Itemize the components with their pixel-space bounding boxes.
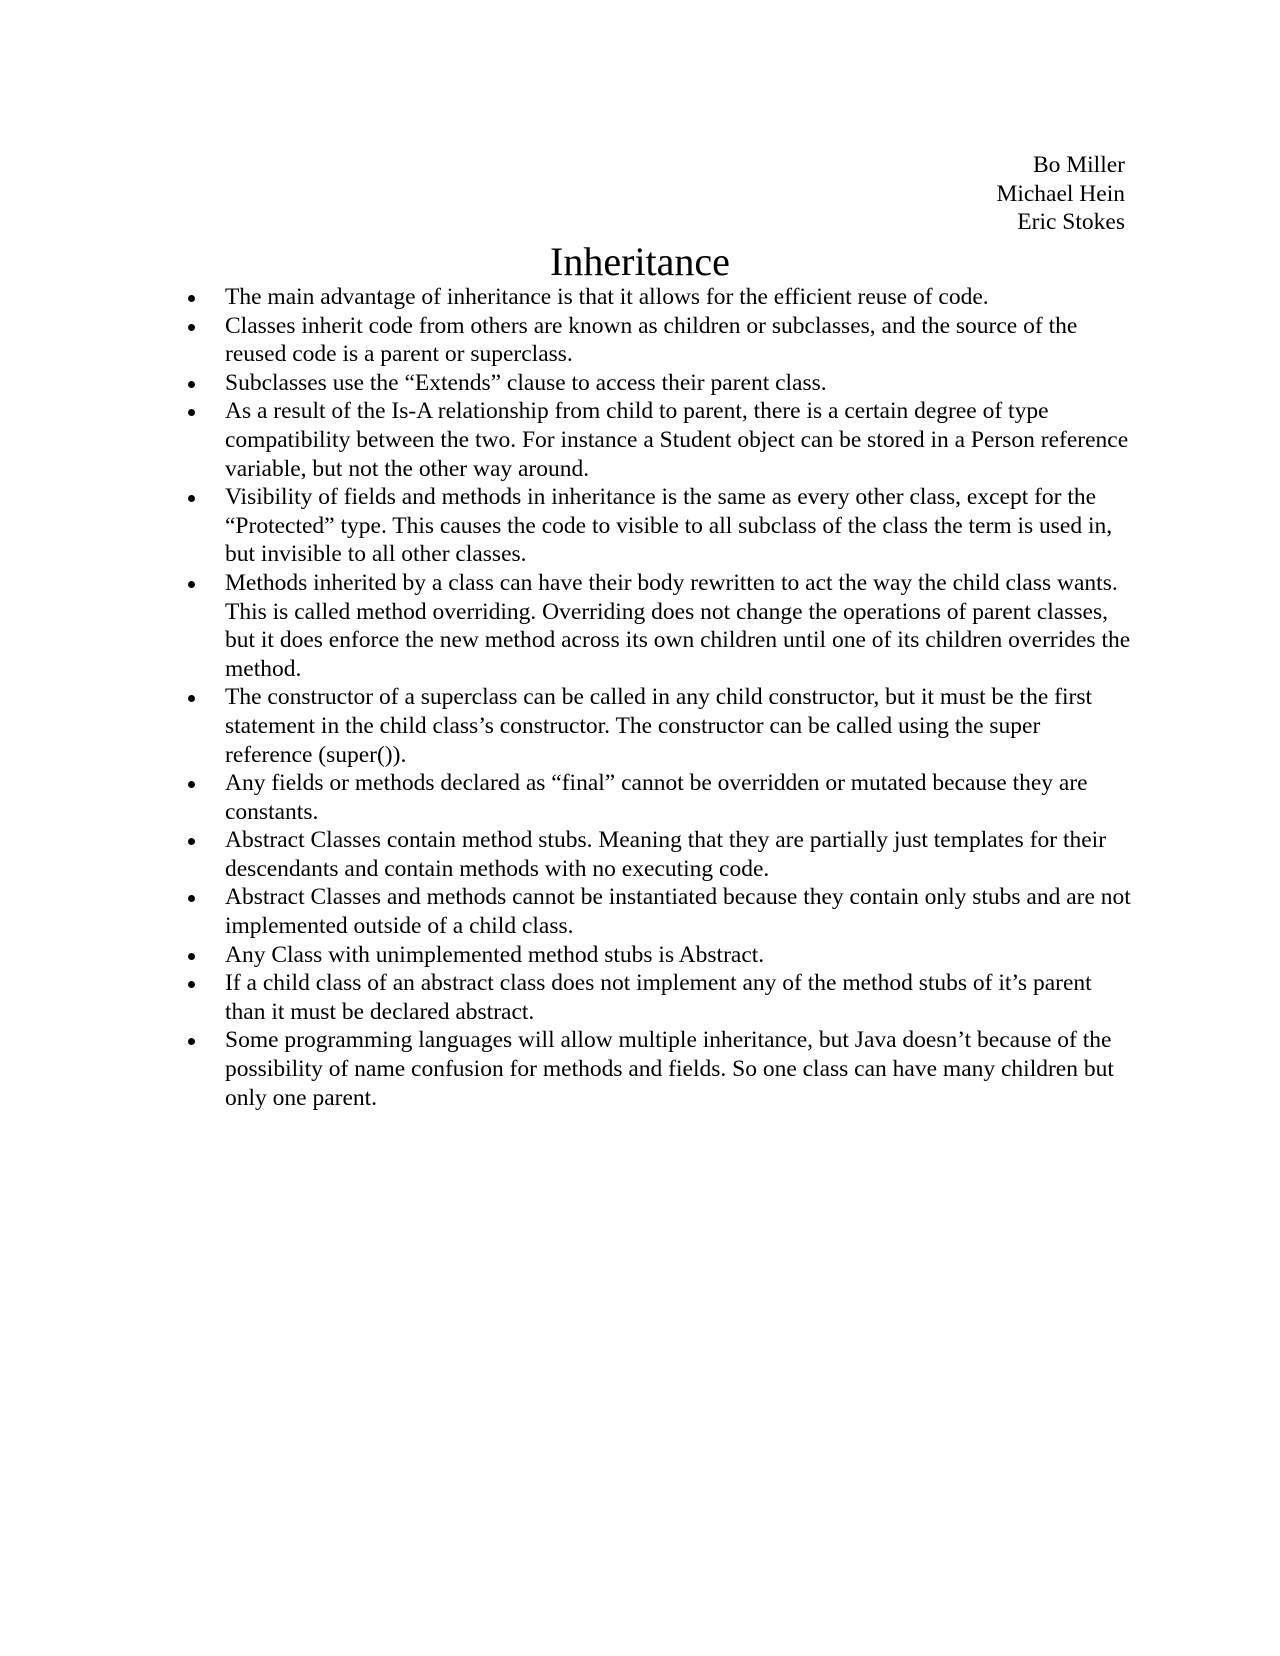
bullet-text: The constructor of a superclass can be called in any child constructor, but it must be the first statement in the child class’s constructor. The constructor can be called using the super reference (super()). <box>225 684 1092 768</box>
bullet-text: Classes inherit code from others are known as children or subclasses, and the source of the reused code is a parent or superclass. <box>225 312 1078 368</box>
bullet-dot-icon <box>188 981 195 988</box>
bullet-item <box>183 397 1133 483</box>
bullet-dot-icon <box>188 838 195 845</box>
bullet-text: The main advantage of inheritance is that it allows for the efficient reuse of code. <box>225 284 989 310</box>
bullet-item <box>183 569 1133 683</box>
bullet-item <box>183 283 1133 312</box>
bullet-item <box>183 683 1133 769</box>
bullet-dot-icon <box>188 953 195 960</box>
bullet-dot-icon <box>188 895 195 902</box>
bullet-text: Methods inherited by a class can have their body rewritten to act the way the child class wants. This is called method overriding. Overriding does not change the operations of parent classes, but it does enforce the new method across its own children until one of its children overrides the method. <box>225 569 1131 682</box>
bullet-dot-icon <box>188 381 195 388</box>
document-title <box>0 238 1280 286</box>
bullet-dot-icon <box>188 695 195 702</box>
bullet-item <box>183 312 1133 369</box>
bullet-list <box>183 283 1133 1112</box>
bullet-dot-icon <box>188 295 195 302</box>
author-name: Eric Stokes <box>1017 209 1125 236</box>
bullet-item <box>183 883 1133 940</box>
bullet-dot-icon <box>188 1038 195 1045</box>
bullet-text: Any Class with unimplemented method stubs is Abstract. <box>225 941 765 968</box>
bullet-item <box>183 1026 1133 1112</box>
author-name: Michael Hein <box>996 180 1125 207</box>
bullet-text: Abstract Classes and methods cannot be instantiated because they contain only stubs and are not implemented outside of a child class. <box>225 884 1131 940</box>
bullet-text: As a result of the Is-A relationship from child to parent, there is a certain degree of type compatibility between the two. For instance a Student object can be stored in a Person reference variable, but not the other way around. <box>225 398 1129 482</box>
bullet-dot-icon <box>188 581 195 588</box>
bullet-dot-icon <box>188 409 195 416</box>
bullet-dot-icon <box>188 495 195 502</box>
bullet-item <box>183 369 1133 398</box>
bullet-item <box>183 969 1133 1026</box>
bullet-item <box>183 826 1133 883</box>
bullet-item <box>183 941 1133 970</box>
author-block <box>996 151 1125 237</box>
bullet-text: If a child class of an abstract class does not implement any of the method stubs of it’s parent than it must be declared abstract. <box>225 970 1092 1025</box>
bullet-dot-icon <box>188 781 195 788</box>
bullet-text: Some programming languages will allow multiple inheritance, but Java doesn’t because of the possibility of name confusion for methods and fields. So one class can have many children but only one parent. <box>225 1027 1114 1111</box>
author-name: Bo Miller <box>1032 152 1125 178</box>
bullet-item <box>183 769 1133 826</box>
bullet-text: Any fields or methods declared as “final” cannot be overridden or mutated because they are constants. <box>225 770 1088 825</box>
bullet-text: Abstract Classes contain method stubs. Meaning that they are partially just templates for their descendants and contain methods with no executing code. <box>225 827 1107 882</box>
bullet-dot-icon <box>188 324 195 331</box>
bullet-text: Subclasses use the “Extends” clause to access their parent class. <box>225 369 827 396</box>
bullet-text: Visibility of fields and methods in inheritance is the same as every other class, except for the “Protected” type. This causes the code to visible to all subclass of the class the term is used in, but invisible to all other classes. <box>225 484 1113 568</box>
bullet-item <box>183 483 1133 569</box>
document-title-text: Inheritance <box>550 239 730 284</box>
